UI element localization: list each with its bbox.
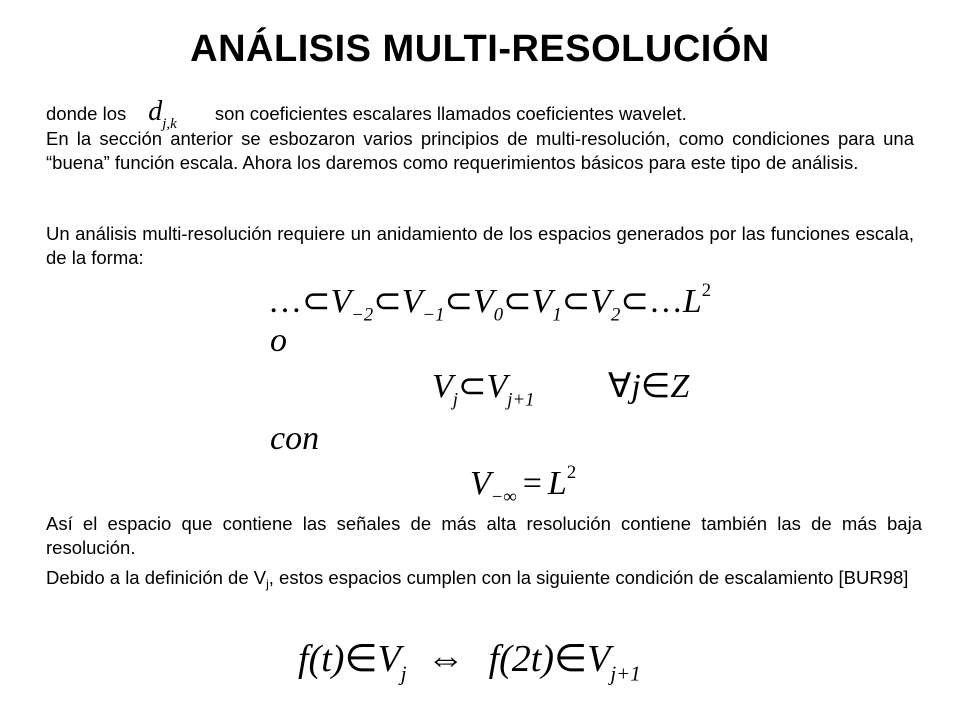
equation-nesting — [432, 366, 534, 411]
ellipsis-start: … — [268, 282, 302, 320]
subset-symbol: ⊂ — [457, 368, 487, 405]
equals-symbol: = — [522, 464, 542, 502]
text-suffix: son coeficientes escalares llamados coeficientes wavelet. — [214, 103, 687, 124]
equation-limit — [470, 462, 576, 508]
function-f-2t: f(2t) — [488, 638, 555, 680]
subscript: −2 — [351, 304, 374, 326]
subset-symbol: ⊂ — [302, 282, 331, 320]
element-of-symbol: ∈ — [344, 638, 378, 680]
word-o: o — [270, 322, 287, 359]
paragraph-resolution: Así el espacio que contiene las señales de más alta resolución contiene también las de más baja resolución. — [46, 513, 922, 558]
equation-scaling — [298, 636, 641, 686]
subscript: 1 — [552, 304, 562, 326]
subscript: j — [400, 661, 407, 686]
subscript: j — [266, 577, 269, 591]
subscript: j — [452, 389, 458, 411]
variable-j: j — [631, 368, 641, 405]
space-v: V — [401, 282, 423, 320]
word-con: con — [270, 420, 320, 457]
subscript: j+1 — [507, 389, 535, 411]
function-f-t: f(t) — [298, 638, 345, 680]
space-v: V — [432, 368, 453, 405]
superscript: 2 — [566, 462, 577, 483]
subset-symbol: ⊂ — [561, 282, 591, 320]
equation-forall — [608, 366, 689, 406]
subscript: −1 — [422, 304, 445, 326]
subscript: 2 — [611, 304, 621, 326]
space-v: V — [473, 282, 494, 320]
text-prefix: Debido a la definición de V — [46, 567, 267, 588]
page-title: ANÁLISIS MULTI-RESOLUCIÓN — [190, 28, 770, 70]
iff-symbol: ⇔ — [426, 638, 465, 680]
subscript: −∞ — [490, 486, 517, 508]
space-v: V — [486, 368, 508, 405]
text-suffix: , estos espacios cumplen con la siguiente condición de escalamiento [BUR98] — [268, 567, 909, 588]
space-v: V — [377, 638, 401, 680]
ellipsis-end: … — [648, 282, 683, 320]
space-v: V — [590, 282, 612, 320]
paragraph-nesting: Un análisis multi-resolución requiere un anidamiento de los espacios generados por las funciones escala, de la forma: — [46, 223, 914, 268]
element-of-symbol: ∈ — [554, 638, 588, 680]
space-l: L — [682, 282, 702, 320]
subset-symbol: ⊂ — [620, 282, 649, 320]
symbol-d: d — [148, 96, 163, 127]
forall-symbol: ∀ — [608, 368, 632, 405]
paragraph-scaling — [46, 566, 922, 596]
space-v: V — [470, 464, 491, 502]
space-l: L — [547, 464, 567, 502]
paragraph-principles: En la sección anterior se esbozaron varios principios de multi-resolución, como condiciones para una “buena” función escala. Ahora los daremos como requerimientos básicos para este tipo de análisis. — [46, 128, 914, 173]
space-v: V — [587, 638, 611, 680]
subset-symbol: ⊂ — [503, 282, 532, 320]
subscript: 0 — [493, 304, 504, 326]
element-of-symbol: ∈ — [640, 368, 671, 405]
superscript: 2 — [701, 280, 712, 301]
text-prefix: donde los — [46, 103, 127, 124]
equation-chain — [268, 280, 711, 326]
space-v: V — [330, 282, 352, 320]
subscript: j+1 — [610, 661, 641, 686]
subset-symbol: ⊂ — [444, 282, 473, 320]
set-z: Z — [670, 368, 690, 405]
subset-symbol: ⊂ — [373, 282, 402, 320]
symbol-d-subscript: j,k — [162, 116, 177, 132]
space-v: V — [531, 282, 553, 320]
